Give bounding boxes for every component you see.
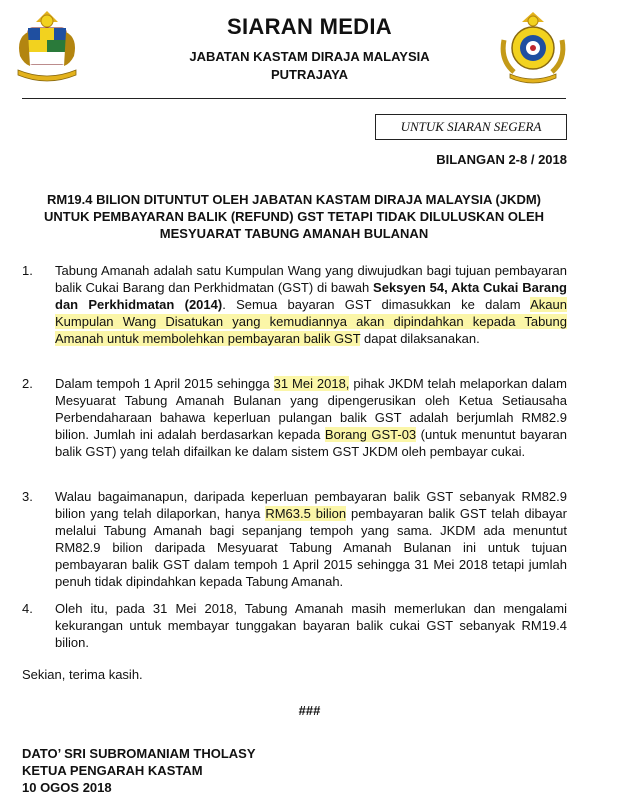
paragraph-number: 4.	[22, 601, 33, 616]
department-name: JABATAN KASTAM DIRAJA MALAYSIA	[189, 49, 430, 64]
paragraph-text	[55, 375, 567, 460]
signatory-position: KETUA PENGARAH KASTAM	[22, 763, 203, 778]
highlighted-amount: RM63.5 bilion	[265, 506, 347, 521]
text-run: . Semua bayaran GST dimasukkan ke dalam	[222, 297, 531, 312]
text-run: Walau bagaimanapun, daripada keperluan pembayaran balik GST sebanyak RM82.9 bilion yang telah dilaporkan, hanya	[55, 489, 567, 521]
paragraph-text	[55, 262, 567, 347]
paragraph-number: 1.	[22, 263, 33, 278]
paragraph-number: 2.	[22, 376, 33, 391]
department-location: PUTRAJAYA	[270, 67, 349, 82]
release-number: BILANGAN 2-8 / 2018	[436, 152, 567, 167]
release-date: 10 OGOS 2018	[22, 780, 112, 795]
text-run: Dalam tempoh 1 April 2015 sehingga	[55, 376, 274, 391]
paragraph-4	[22, 600, 567, 651]
text-run: pihak JKDM telah melaporkan dalam Mesyuarat Tabung Amanah Bulanan yang dipengerusikan oleh Ketua Setiausaha Perbendaharaan bahawa keperluan pulangan balik GST adalah berjumlah RM82.9 bilion. Jumlah ini adalah berdasarkan kepada	[55, 376, 567, 442]
document-title: SIARAN MEDIA	[227, 14, 392, 39]
act-reference: Seksyen 54, Akta Cukai Barang dan Perkhidmatan (2014)	[55, 280, 567, 312]
paragraph-text: Oleh itu, pada 31 Mei 2018, Tabung Amanah masih memerlukan dan mengalami kekurangan untuk membayar tunggakan bayaran balik cukai GST sebanyak RM19.4 bilion.	[55, 601, 567, 650]
header-divider	[22, 98, 566, 99]
paragraph-2	[22, 375, 567, 460]
text-run: Tabung Amanah adalah satu Kumpulan Wang yang diwujudkan bagi tujuan pembayaran balik Cukai Barang dan Perkhidmatan (GST) di bawah	[55, 263, 567, 295]
paragraph-number: 3.	[22, 489, 33, 504]
headline-line: RM19.4 BILION DITUNTUT OLEH JABATAN KASTAM DIRAJA MALAYSIA (JKDM)	[46, 192, 541, 207]
closing-line: Sekian, terima kasih.	[22, 667, 143, 682]
text-run: (untuk menuntut bayaran balik GST) yang telah difailkan ke dalam sistem GST JKDM oleh pembayar cukai.	[55, 427, 568, 459]
highlighted-text: Akaun Kumpulan Wang Disatukan yang kemudiannya akan dipindahkan kepada Tabung Amanah untuk membolehkan pembayaran balik GST	[55, 297, 567, 346]
headline-line: UNTUK PEMBAYARAN BALIK (REFUND) GST TETAPI TIDAK DILULUSKAN OLEH	[43, 209, 545, 224]
paragraph-text	[55, 488, 567, 590]
headline-line: MESYUARAT TABUNG AMANAH BULANAN	[159, 226, 429, 241]
paragraph-1	[22, 262, 567, 347]
press-headline	[22, 191, 566, 242]
paragraph-3	[22, 488, 567, 590]
end-separator: ###	[298, 703, 321, 718]
highlighted-date: 31 Mei 2018,	[273, 376, 350, 391]
highlighted-form: Borang GST-03	[324, 427, 417, 442]
text-run: dapat dilaksanakan.	[360, 331, 480, 346]
signatory-name: DATO’ SRI SUBROMANIAM THOLASY	[22, 746, 256, 761]
release-status-box: UNTUK SIARAN SEGERA	[375, 114, 567, 140]
text-run: pembayaran balik GST telah dibayar melalui Tabung Amanah bagi sepanjang tempoh yang sama. JKDM ada menuntut RM82.9 bilion daripada Mesyuarat Tabung Amanah Bulanan ini untuk tujuan pembayaran balik GST dalam tempoh 1 April 2015 sehingga 31 Mei 2018 tetapi jumlah penuh tidak dipindahkan kepada Tabung Amanah.	[55, 506, 567, 589]
